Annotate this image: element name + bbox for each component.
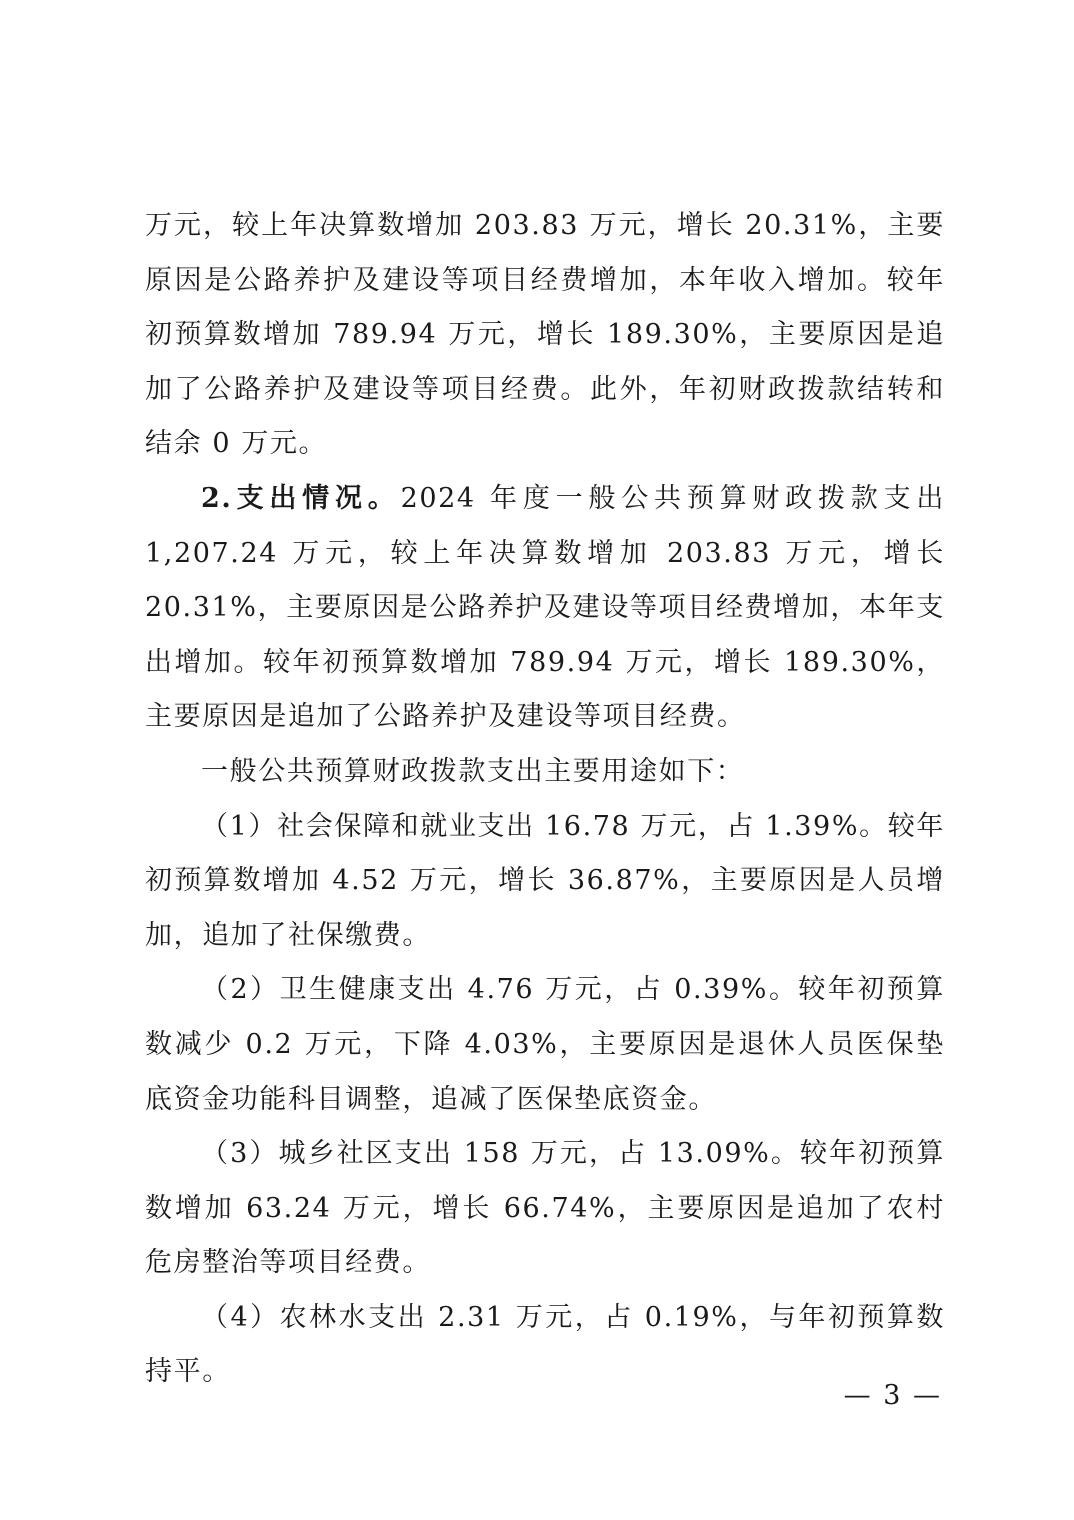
paragraph-item-agriculture [145, 1291, 945, 1400]
paragraph-usage-intro [145, 745, 945, 800]
section-heading: 2.支出情况。 [201, 482, 401, 514]
document-body [145, 199, 945, 1400]
paragraph-expenditure-overview [145, 472, 945, 745]
paragraph-text: 一般公共预算财政拨款支出主要用途如下： [201, 755, 745, 787]
page-number: — 3 — [843, 1380, 942, 1411]
paragraph-text: 2024 年度一般公共预算财政拨款支出 1,207.24 万元，较上年决算数增加 203.83 万元，增长 20.31%，主要原因是公路养护及建设等项目经费增加，本年支出增加。较年初预算数增加 789.94 万元，增长 189.30%，主要原因是追加了公路养护及建设等项目经费。 [145, 482, 945, 733]
paragraph-item-urban-rural [145, 1127, 945, 1291]
paragraph-income-continuation [145, 199, 945, 472]
paragraph-text: （1）社会保障和就业支出 16.78 万元，占 1.39%。较年初预算数增加 4.52 万元，增长 36.87%，主要原因是人员增加，追加了社保缴费。 [145, 810, 945, 951]
paragraph-item-health [145, 963, 945, 1127]
paragraph-item-social-security [145, 800, 945, 964]
paragraph-text: （3）城乡社区支出 158 万元，占 13.09%。较年初预算数增加 63.24 万元，增长 66.74%，主要原因是追加了农村危房整治等项目经费。 [145, 1138, 945, 1279]
paragraph-text: 万元，较上年决算数增加 203.83 万元，增长 20.31%，主要原因是公路养护及建设等项目经费增加，本年收入增加。较年初预算数增加 789.94 万元，增长 189.30%，主要原因是追加了公路养护及建设等项目经费。此外，年初财政拨款结转和结余 0 万元。 [145, 210, 945, 460]
paragraph-text: （4）农林水支出 2.31 万元，占 0.19%，与年初预算数持平。 [145, 1301, 945, 1388]
paragraph-text: （2）卫生健康支出 4.76 万元，占 0.39%。较年初预算数减少 0.2 万元，下降 4.03%，主要原因是退休人员医保垫底资金功能科目调整，追减了医保垫底资金。 [145, 974, 945, 1115]
